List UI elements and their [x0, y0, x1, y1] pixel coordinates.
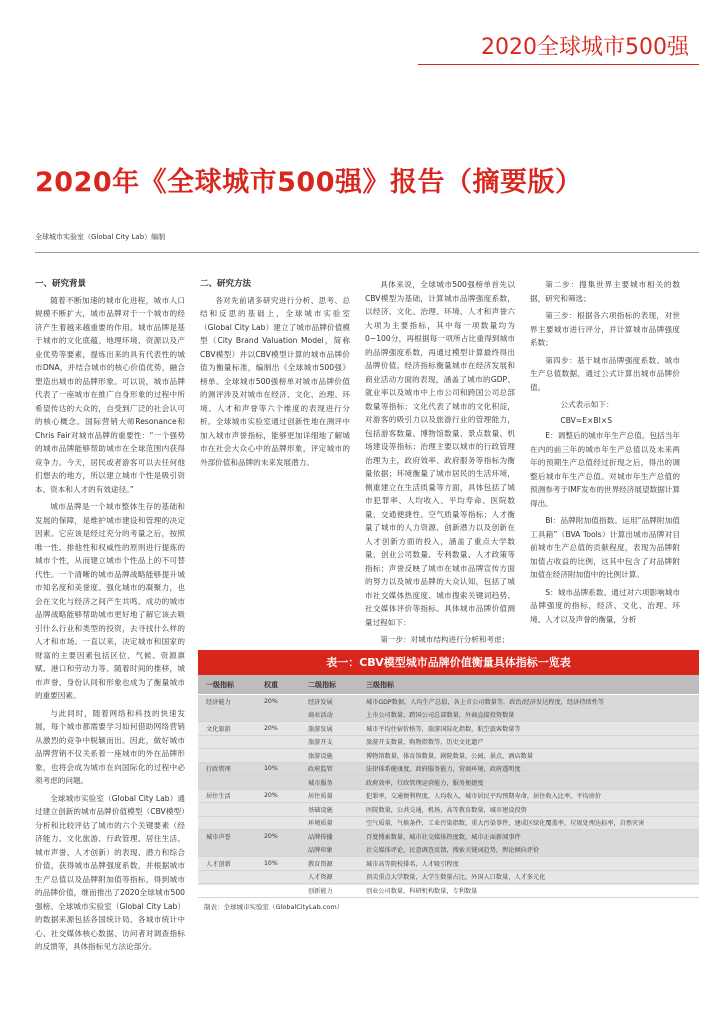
- step-4: 第四步：基于城市品牌强度系数、城市生产总值数据，通过公式计算出城市品牌价值。: [530, 355, 680, 392]
- table-cell-weight: [256, 816, 300, 830]
- column-header: 三级指标: [366, 680, 394, 689]
- table-cell-level1: [198, 776, 256, 790]
- table-cell-level1: 居住生活: [198, 789, 256, 803]
- table-cell-weight: 20%: [256, 695, 300, 709]
- table-cell-level1: [198, 816, 256, 830]
- table-row: [198, 722, 699, 736]
- table-cell-level3: 法律体系健康度，政府服务能力，营商环境，政府透明度: [358, 762, 699, 776]
- table-row: [198, 695, 699, 709]
- table-cell-level1: 行政管理: [198, 762, 256, 776]
- paragraph: 具体来说，全球城市500强榜单首先以CBV模型为基础，计算城市品牌强度系数，以经济、文化、治理、环境、人才和声誉六大项为主要指标，其中每一项数量均为0~100分，再根据每一项所占比重得到城市的品牌强度系数，再通过模型计算最终得出品牌价值。经济指标衡量城市在经济发展和商业活动方面的表现，涵盖了城市的GDP、就业率以及城市中上市公司和跨国公司总部数量等指标；文化代表了城市的文化积淀，对游客的吸引力以及旅游行业的管理能力，包括游客数量、博物馆数量、景点数量、机场建设等指标；治理主要以城市的行政管理治理为主，政府效率、政府服务等指标为衡量依据；环境衡量了城市居民的生活环境，侧重建立在生活质量等方面，具体包括了城市犯罪率、人均收入、平均寿命、医院数量、交通便捷性、空气质量等指标；人才衡量了城市的人力资源、创新潜力以及创新在人才创新方面的投入，涵盖了重点大学数量、创业公司数量、专利数量、人才政策等指标；声誉反映了城市在城市品牌宣传方面的努力以及城市品牌的大众认知，包括了城市社交媒体热度度、城市搜索关键词趋势、社交媒体评价等指标。具体城市品牌价值测量过程如下：: [365, 280, 515, 627]
- table-cell-level3: 社交媒体评论，民意调查反馈，搜索关键词趋势，舆论倾向评价: [358, 843, 699, 857]
- table-cell-level3: 城市高等院校排名，人才吸引程度: [358, 857, 699, 871]
- byline-divider: [35, 252, 699, 253]
- definition-bi: BI：品牌附加值指数。运用“品牌附加值工具箱”（BVA Tools）计算出城市品牌对目前城市生产总值的贡献程度，表现为品牌附加值占收益的比例，这其中包含了对品牌附加值在经济附加值中的比例计算。: [530, 516, 680, 579]
- table-cell-level1: [198, 735, 256, 749]
- definition-s: S：城市品牌系数。通过对六项影响城市品牌强度的指标，经济、文化、治理、环境、人才以及声誉的衡量，分析: [530, 587, 680, 624]
- table-cell-level2: 品牌传播: [300, 830, 358, 844]
- column-1: [35, 278, 185, 951]
- table-cell-weight: [256, 884, 300, 898]
- table-cell-level1: [198, 749, 256, 763]
- table-cell-level2: 基础设施: [300, 803, 358, 817]
- table-cell-level2: 教育资源: [300, 857, 358, 871]
- indicator-table-panel: [198, 650, 699, 911]
- table-cell-level1: [198, 870, 256, 884]
- column-header: 权重: [264, 680, 278, 689]
- table-header-row: [198, 675, 699, 695]
- table-cell-level2: 人才资源: [300, 870, 358, 884]
- table-cell-level2: 居住质量: [300, 789, 358, 803]
- paragraph: 全球城市实验室（Global City Lab）通过建立创新的城市品牌价值模型（CBV模型）分析和比较评估了城市的六个关键要素（经济能力、文化旅游、行政管理、居住生活、城市声誉、人才创新）的表现、潜力和综合价值，获得城市品牌强度系数，并根据城市生产总值以及品牌附加值等指标，得到城市的品牌价值，继而推出了2020全球城市500强榜。全球城市实验室（Global City Lab）的数据来源包括各国统计局、各城市统计中心、社交媒体核心数据、访问者对调查指标的反馈等，具体指标见方法论部分。: [35, 793, 185, 951]
- table-row: [198, 735, 699, 749]
- table-cell-level1: [198, 708, 256, 722]
- table-cell-weight: 10%: [256, 857, 300, 871]
- table-cell-level1: 城市声誉: [198, 830, 256, 844]
- table-cell-weight: [256, 870, 300, 884]
- table-cell-level3: 医院数量，公共交通，机场，高等教育数量，城市建设投资: [358, 803, 699, 817]
- table-cell-level3: 百度搜索数量，城市社交媒体热度数，城市正面新闻事件: [358, 830, 699, 844]
- table-cell-level3: 空气质量，气候条件，工业污染指数，重大污染事件，建成区绿化覆盖率，垃圾处理达标率，自然灾害: [358, 816, 699, 830]
- column-4: [530, 278, 680, 636]
- step-1: 第一步：对城市结构进行分析和考虑；: [380, 635, 510, 644]
- definition-e: E：调整后的城市年生产总值。包括当年在内的前三年的城市年生产总值以及未来两年的预期生产总值经过折现之后，得出的调整后城市年生产总值。对城市年生产总值的预测参考于IMF发布的世界经济展望数据计算得出。: [530, 431, 680, 508]
- table-row: [198, 857, 699, 871]
- table-cell-level3: 旅游开支数量，购物指数等，历史文化遗产: [358, 735, 699, 749]
- table-row: [198, 816, 699, 830]
- table-cell-weight: [256, 776, 300, 790]
- table-row: [198, 749, 699, 763]
- table-row: [198, 870, 699, 884]
- table-row: [198, 830, 699, 844]
- table-cell-weight: [256, 843, 300, 857]
- column-3: [365, 278, 515, 644]
- table-cell-level1: 经济能力: [198, 695, 256, 709]
- table-cell-level2: 品牌印象: [300, 843, 358, 857]
- table-cell-level3: 创业公司数量，科研机构数量，专利数量: [358, 884, 699, 898]
- table-cell-weight: 20%: [256, 789, 300, 803]
- table-cell-level3: 犯罪率，交通便利程度，人均收入，城市居民平均预期寿命，居住收入比率，平均房价: [358, 789, 699, 803]
- step-2: 第二步：搜集世界主要城市相关的数据，研究和筛选；: [530, 280, 680, 303]
- table-cell-level2: 旅游设施: [300, 749, 358, 763]
- table-row: [198, 789, 699, 803]
- page-title: 2020年《全球城市500强》报告（摘要版）: [35, 167, 583, 198]
- table-row: [198, 843, 699, 857]
- table-cell-weight: [256, 735, 300, 749]
- table-cell-level3: 政府效率，行政管理运营能力，服务便捷度: [358, 776, 699, 790]
- table-source: 制表：全球城市实验室（GlobalCityLab.com）: [204, 902, 344, 911]
- byline: 全球城市实验室（Global City Lab）编制: [35, 233, 166, 241]
- table-cell-weight: [256, 749, 300, 763]
- table-cell-level3: 城市平均住宿价格等，旅游国际化指数，航空旅客数量等: [358, 722, 699, 736]
- indicator-table: [198, 675, 699, 898]
- step-3: 第三步：根据各六项指标的表现，对世界主要城市进行评分，并计算城市品牌强度系数；: [530, 311, 680, 347]
- table-row: [198, 776, 699, 790]
- paragraph: 随着不断加速的城市化进程，城市人口规模不断扩大，城市品牌对于一个城市的经济产生着越来越重要的作用。城市品牌是基于城市的文化底蕴、地理环境、资源以及产业优势等要素，提炼出来的具有代表性的城市DNA，并结合城市的核心价值优势，融合塑造出城市的品牌形象。可以说，城市品牌代表了一座城市在推广自身形象的过程中所希望传达的大众的，自受到广泛的社会认可的核心概念。国际营销大师Resonance和Chris Fair对城市品牌的重要性：“一个强势的城市品牌能够帮助城市在全球范围内获得竞争力。今天，居民或者游客可以去任何他们想去的地方，所以建立城市个性是吸引资本、资本和人才的有效途径。”: [35, 295, 185, 494]
- table-row: [198, 762, 699, 776]
- table-cell-level1: [198, 884, 256, 898]
- table-cell-level3: 城市GDP数据，人均生产总值，各上市公司数量等，政治/经济发达程度，经济持续性等: [358, 695, 699, 709]
- table-cell-weight: [256, 803, 300, 817]
- table-cell-level2: 经济发展: [300, 695, 358, 709]
- table-cell-level1: [198, 843, 256, 857]
- formula-intro: 公式表示如下：: [560, 400, 614, 409]
- table-cell-level2: 创新能力: [300, 884, 358, 898]
- table-cell-level2: 旅游发展: [300, 722, 358, 736]
- table-cell-weight: 10%: [256, 762, 300, 776]
- column-2: [200, 278, 350, 636]
- table-title: 表一：CBV模型城市品牌价值衡量具体指标一览表: [198, 650, 699, 675]
- table-cell-level1: [198, 803, 256, 817]
- table-row: [198, 884, 699, 898]
- section-heading-background: 一、研究背景: [35, 279, 87, 289]
- table-cell-level1: 文化旅游: [198, 722, 256, 736]
- paragraph: 城市品牌是一个城市整体生存的基础和发展的保障，是维护城市建设和管理的决定因素。它应该是经过充分的考量之后，按照唯一性、排他性和权威性的原则进行提炼的城市个性，从而建立城市个性品上的不可替代性。一个清晰的城市品牌战略能够提升城市知名度和美誉度、强化城市的凝聚力，也会在文化与经济之间产生共鸣。成功的城市品牌战略能够帮助城市更好地了解它该去吸引什么行业和类型的投资，去寻找什么样的人才和市场。一直以来，决定城市和国家的财富的主要因素包括区位、气候、资源禀赋、港口和劳动力等。随着时间的推移，城市声誉、身份认同和形象也成为了衡量城市的重要因素。: [35, 502, 185, 700]
- section-heading-method: 二、研究方法: [200, 279, 252, 289]
- column-header: 二级指标: [308, 680, 336, 689]
- table-cell-level2: 政府监管: [300, 762, 358, 776]
- table-cell-weight: 20%: [256, 830, 300, 844]
- table-cell-weight: 20%: [256, 722, 300, 736]
- table-cell-level3: 顶尖重点大学数量，大学生数量占比，外国人口数量，人才多元化: [358, 870, 699, 884]
- table-row: [198, 803, 699, 817]
- table-cell-level3: 博物馆数量，体育馆数量，剧院数量，公园，景点，酒店数量: [358, 749, 699, 763]
- table-cell-level2: 商业活动: [300, 708, 358, 722]
- paragraph: 各对先前诸多研究进行分析、思考、总结和反思的基础上，全球城市实验室（Global City Lab）建立了城市品牌价值模型（City Brand Valuation Model，简称CBV模型）并以CBV模型计算的城市品牌价值为衡量标准，编制出《全球城市500强》榜单。全球城市500强榜单对城市品牌价值的测评涉及对城市在经济、文化、治理、环境、人才和声誉等六个维度的表现进行分析。全球城市实验室通过创新性地在测评中加入城市声誉指标，能够更加详细地了解城市在社会大众心中的品牌形象，评定城市的外部价值和品牌的未来发展潜力。: [200, 295, 350, 467]
- table-cell-level2: 城市服务: [300, 776, 358, 790]
- table-cell-level2: 环境质量: [300, 816, 358, 830]
- table-cell-level2: 旅游开支: [300, 735, 358, 749]
- formula: CBV=E×BI×S: [560, 415, 613, 425]
- table-cell-level3: 上市公司数量，跨国公司总部数量，外商直接投资数量: [358, 708, 699, 722]
- table-cell-level1: 人才创新: [198, 857, 256, 871]
- header-divider: [418, 64, 699, 65]
- running-title: 2020全球城市500强: [481, 35, 689, 60]
- table-row: [198, 708, 699, 722]
- column-header: 一级指标: [206, 680, 234, 689]
- table-cell-weight: [256, 708, 300, 722]
- paragraph: 与此同时，随着网络和科技的快速发展，每个城市都需要学习如何借助网络营销从激烈的竞争中脱颖而出。因此，做好城市品牌营销不仅关系着一座城市的外在品牌形象，也将会成为城市在向国际化的过程中必须考虑的问题。: [35, 708, 185, 785]
